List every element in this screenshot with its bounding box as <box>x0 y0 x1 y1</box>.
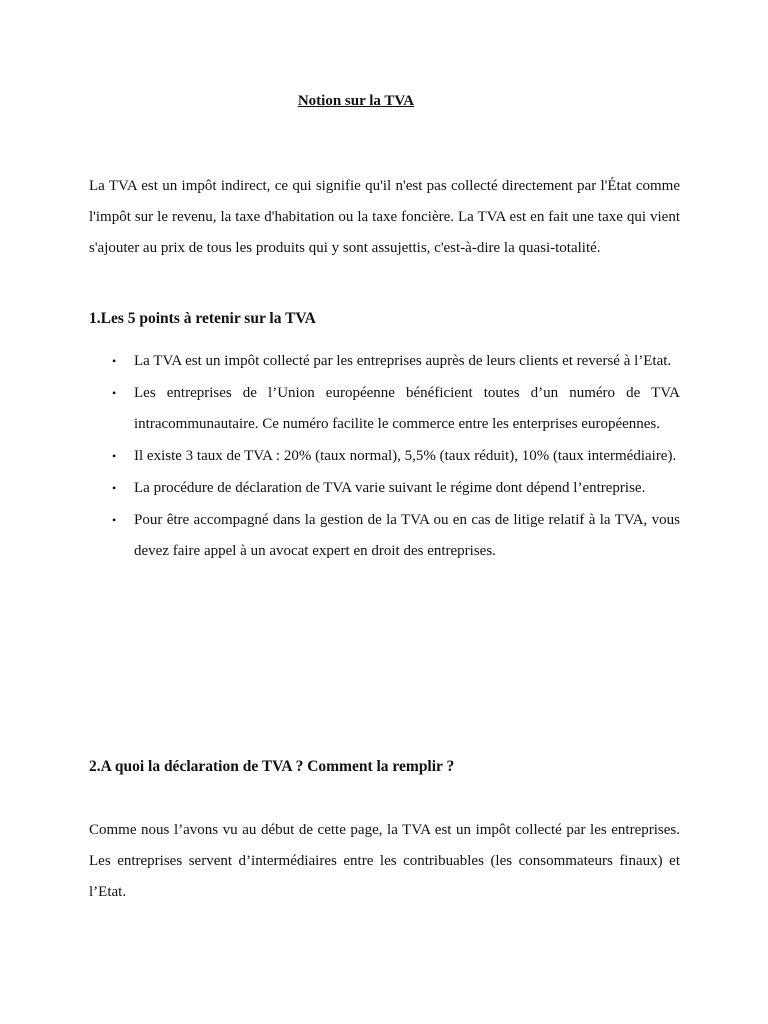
intro-paragraph: La TVA est un impôt indirect, ce qui signifie qu'il n'est pas collecté directement par l'État comme l'impôt sur le revenu, la taxe d'habitation ou la taxe foncière. La TVA est en fait une taxe qui vient s'ajouter au prix de tous les produits qui y sont assujettis, c'est-à-dire la quasi-totalité. <box>89 178 680 256</box>
list-item <box>89 346 680 377</box>
section-2-heading: 2.A quoi la déclaration de TVA ? Comment la remplir ? <box>89 758 455 775</box>
section-1-heading: 1.Les 5 points à retenir sur la TVA <box>89 310 316 327</box>
bullet-icon: • <box>112 481 117 495</box>
list-item <box>89 473 680 504</box>
bullet-icon: • <box>112 513 117 527</box>
list-item <box>89 505 680 567</box>
bullet-icon: • <box>112 449 117 463</box>
list-item-text: Il existe 3 taux de TVA : 20% (taux normal), 5,5% (taux réduit), 10% (taux intermédiaire). <box>134 448 677 464</box>
key-points-list <box>89 346 680 568</box>
list-item-text: Les entreprises de l’Union européenne bénéficient toutes d’un numéro de TVA intracommunautaire. Ce numéro facilite le commerce entre les enterprises européennes. <box>134 385 680 432</box>
list-item-text: La procédure de déclaration de TVA varie suivant le régime dont dépend l’entreprise. <box>134 480 646 496</box>
list-item-text: La TVA est un impôt collecté par les entreprises auprès de leurs clients et reversé à l’Etat. <box>134 353 672 369</box>
page-title: Notion sur la TVA <box>297 93 415 109</box>
section-2-paragraph: Comme nous l’avons vu au début de cette page, la TVA est un impôt collecté par les entreprises. Les entreprises servent d’intermédiaires entre les contribuables (les consommateurs finaux) et l’Etat. <box>89 822 680 900</box>
bullet-icon: • <box>112 386 117 400</box>
list-item <box>89 441 680 472</box>
list-item-text: Pour être accompagné dans la gestion de la TVA ou en cas de litige relatif à la TVA, vous devez faire appel à un avocat expert en droit des entreprises. <box>134 512 680 559</box>
bullet-icon: • <box>112 354 117 368</box>
list-item <box>89 378 680 440</box>
